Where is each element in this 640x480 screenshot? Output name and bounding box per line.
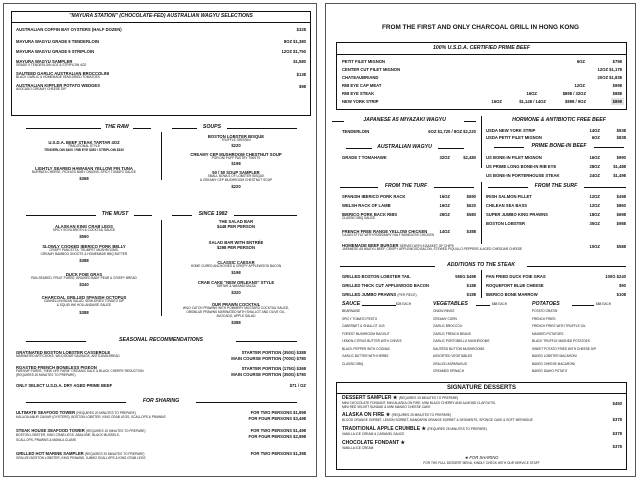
menu-item-name: DUCK FOIE GRAS — [65, 272, 103, 277]
side-item: CLASSIC BBQ — [342, 361, 364, 366]
menu-item-desc: GRADE 9 TENDERLOIN 4OZ & STRIPLOIN 4OZ — [16, 63, 87, 67]
divider — [434, 187, 474, 188]
section-title-soups: SOUPS — [202, 124, 222, 130]
section-price: $88 EACH — [596, 302, 612, 306]
section-title-seasonal: SEASONAL RECOMMENDATIONS — [119, 337, 203, 343]
divider — [494, 147, 524, 148]
menu-item-name: SAUTEED GARLIC AUSTRALIAN BROCCOLINI — [16, 71, 110, 76]
menu-item-price: $698 — [616, 212, 626, 217]
menu-item-name: SLOWLY COOKED IBERICO PORK BELLY — [42, 244, 126, 249]
menu-item-name: FRENCH FREE RANGE YELLOW CHICKEN — [342, 229, 428, 234]
menu-item-size: 12OZ — [574, 83, 585, 88]
wagyu-title: "MAYURA STATION" (CHOCOLATE-FED) AUSTRALIAN WAGYU SELECTIONS — [69, 13, 253, 19]
menu-item-name: TRADITIONAL APPLE CRUMBLE ★ — [342, 426, 426, 432]
divider — [340, 266, 435, 267]
menu-item-desc: MARINATED ARTICHOKE, WILD BOAR SAUSAGE, ANTICUMA BREAD — [16, 354, 120, 358]
menu-item-name: THE SALAD BAR — [218, 219, 254, 224]
menu-item-note: (REQUIRES 25 MINUTES TO PREPARE) — [391, 413, 452, 417]
menu-item-name: SALAD BAR WITH ENTRÉE — [208, 240, 264, 245]
menu-item-price: $1,580 — [293, 59, 306, 64]
menu-item-price: $388 — [231, 320, 241, 325]
menu-item-name: TENDERLOIN — [342, 129, 370, 134]
menu-item-price: 100G $240 — [605, 274, 626, 279]
menu-item-desc: TRUFFLE GRISSINI — [221, 138, 251, 142]
menu-item-note: (PER PIECE) — [397, 293, 417, 297]
menu-item-desc: BLOOD ORANGE SORBET, LEMON SORBET, MANDARIN ORANGE SORBET & SEGMENTS, SPONGE CAKE & SOFT MERINGUE — [342, 418, 533, 422]
divider — [133, 128, 151, 129]
menu-item-desc: & CREAMY CEP MUSHROOM CHESTNUT SOUP — [199, 178, 273, 182]
menu-item-desc: SCALLOPS, PRAWNS & MANILA CLAMS — [16, 438, 76, 442]
menu-item-price: $588 — [616, 244, 626, 249]
menu-item-name: CRAB CAKE "NEW ORLEANS" STYLE — [197, 280, 275, 285]
menu-item-desc: CLASSIC BBQ SAUCE — [342, 216, 376, 220]
menu-item-name: SPANISH IBERICO PORK RACK — [342, 194, 406, 199]
menu-item-desc: MINI RED VELVET SUNDAE & MINI MANGO CHEESE CAKE — [342, 405, 431, 409]
divider — [134, 215, 152, 216]
menu-item-price: $340 — [79, 282, 89, 287]
menu-item-name: IBERICO PORK BACK RIBS — [342, 212, 398, 217]
menu-item-price: $368 — [79, 176, 89, 181]
menu-item-size: 14OZ — [589, 128, 600, 133]
menu-item-size: 28OZ — [589, 164, 600, 169]
menu-item-price: $138 — [296, 72, 306, 77]
divider — [340, 187, 378, 188]
menu-item-name: USDA NEW YORK STRIP — [486, 128, 536, 133]
highlight — [611, 98, 624, 105]
menu-item-price: $90 — [619, 283, 626, 288]
menu-item-price: 20OZ $1,838 — [597, 75, 622, 80]
menu-item-price: $71 / OZ — [289, 383, 306, 388]
section-title-vegetables: VEGETABLES — [433, 301, 468, 307]
menu-item-price: $580 — [466, 212, 476, 217]
menu-item-price: 12OZ $1,178 — [597, 67, 622, 72]
menu-item-price: $320 — [231, 290, 241, 295]
menu-item-desc: PAN-SEARED, FRUIT PUREE, BRAISED BABY PEAR & CRISPY BREAD — [31, 276, 137, 280]
side-item: SPICY TOMATO PESTO — [342, 316, 378, 321]
divider — [26, 128, 101, 129]
side-item: FRENCH FRIES WITH TRUFFLE OIL — [532, 324, 586, 328]
menu-item-size: 28OZ — [439, 212, 450, 217]
divider — [332, 121, 344, 122]
menu-item-name: GRILLED BOSTON LOBSTER TAIL — [342, 274, 411, 279]
menu-item-desc: BOSTON LOBSTER, KING CRAB LEGS, ABALONE, BLACK MUSSELS, — [16, 433, 120, 437]
section-title-since: SINCE 1982 — [198, 211, 228, 217]
side-item: BEARNAISE — [342, 309, 361, 313]
menu-item-price: FOR TWO PERSONS $1,998 — [250, 410, 306, 415]
menu-item-desc: BLACK GARLIC & HOMEMADE SEMI-DRIED TOMATOES — [16, 75, 100, 79]
menu-item-name: OUR PRAWN COCKTAIL — [211, 302, 261, 307]
menu-item-name: ROQUEFORT BLUE CHEESE — [486, 283, 544, 288]
divider — [594, 147, 624, 148]
menu-item-desc: CAJUN STYLE WITH ROSEMARY HALF BONELESS CHICKEN — [342, 233, 434, 237]
section-title-desserts: SIGNATURE DESSERTS — [447, 385, 516, 391]
menu-item-size: 18OZ — [589, 212, 600, 217]
menu-item-name: CENTER CUT FILET MIGNON — [342, 67, 401, 72]
divider — [236, 341, 297, 342]
divider — [161, 132, 162, 180]
divider — [527, 266, 626, 267]
section-title-sauce: SAUCE — [342, 301, 361, 307]
menu-item-note: (REQUIRES 20 MINUTES TO PREPARE) — [84, 452, 145, 456]
menu-item-name: BOSTON LOBSTER — [486, 221, 526, 226]
menu-item-note: (REQUIRES 25 MINUTES TO PREPARE) — [427, 427, 487, 431]
menu-item-desc: CANNELLINI BEAN SALAD, SEMI-DRIED TOMATO DIP — [43, 299, 125, 303]
divider — [584, 187, 626, 188]
menu-item-name: ALASKAN KING CRAB LEGS — [55, 224, 113, 229]
menu-item-name: CLASSIC CAESAR — [217, 260, 255, 265]
menu-item-price: $388 — [79, 258, 89, 263]
menu-item-name: WELSH RACK OF LAMB — [342, 203, 391, 208]
menu-item-price: $388 — [79, 310, 89, 315]
menu-item-name: PAN FRIED DUCK FOIE GRAS — [486, 274, 546, 279]
menu-item-price: FOR TWO PERSONS $1,498 — [250, 428, 306, 433]
menu-item-desc: SMALL BOWLS OF LOBSTER BISQUE — [207, 174, 265, 178]
menu-item-desc: PARSNIP PUREE, "NEW LIFE FARM" ORGANIC KALE & BLACK CHERRY REDUCTION — [16, 369, 144, 373]
side-item: GARLIC FRENCH BEANS — [433, 331, 471, 336]
menu-item-desc: VANILLA ICE CREAM & CARAMEL SAUCE — [342, 432, 405, 436]
menu-item-name: GRILLED THICK CUT APPLEWOOD BACON — [342, 283, 430, 288]
menu-item — [342, 292, 417, 298]
divider — [196, 402, 297, 403]
menu-item-price: STARTER PORTION (175G) $368 — [241, 366, 306, 371]
menu-item-desc: AVOCADO, APPLE SALAD — [216, 314, 256, 318]
menu-item-size: 35OZ — [589, 221, 600, 226]
menu-item-name: ONLY SELECT U.S.D.A. DRY AGED PRIME BEEF — [16, 383, 113, 388]
menu-item-desc: SPICY SOYA BROTH & COCKTAIL SAUCE — [52, 228, 116, 232]
menu-item-price: $378 — [612, 431, 622, 436]
menu-item-name: ALASKA ON FIRE ★ — [342, 412, 391, 418]
section-title-prime: 100% U.S.D.A. CERTIFIED PRIME BEEF — [432, 45, 531, 51]
divider — [172, 215, 192, 216]
menu-item-size: 6OZ — [576, 59, 585, 64]
side-item: FOREST MUSHROOM RAGOUT — [342, 331, 390, 336]
menu-item-price: 6OZ $1,720 / 8OZ $2,220 — [428, 129, 476, 134]
menu-item-desc: CREAMY BAMBOO SHOOTS & HOMEMADE BBQ BUTTER — [40, 252, 128, 256]
menu-item-name: 50 / 50 SOUP SAMPLER — [212, 170, 260, 175]
menu-item-name: LIGHTLY SEARED HAWAIIAN YELLOW FIN TUNA — [35, 166, 133, 171]
menu-item-size: 16OZ — [589, 155, 600, 160]
menu-item-name: MAYURA WAGYU GRADE 9 STRIPLOIN — [16, 49, 95, 54]
menu-item-price: $98 — [299, 84, 306, 89]
divider — [481, 270, 482, 298]
menu-page-right — [325, 3, 636, 477]
menu-item-price: $198 — [231, 161, 241, 166]
menu-item-price: $898 — [612, 99, 622, 104]
menu-item-price: $450 — [612, 401, 622, 406]
menu-item-name: US BONE-IN PORTERHOUSE STEAK — [486, 173, 560, 178]
menu-item-price: $220 — [231, 184, 241, 189]
menu-item-name: MAYURA WAGYU GRADE 9 TENDERLOIN — [16, 39, 99, 44]
side-item: FRENCH FRIES — [532, 316, 556, 321]
menu-item-note: (REQUIRES 25 MINUTES TO PREPARE) — [398, 396, 459, 400]
divider — [488, 187, 528, 188]
menu-item-name: CHILEAN SEA BASS — [486, 203, 528, 208]
menu-item-name: GRADE 7 TOMAHAWK — [342, 155, 387, 160]
menu-item-price: $988 — [616, 221, 626, 226]
menu-item-desc: CRISPY PANCETTA, TRUMPET MUSHROOMS, — [49, 248, 119, 252]
menu-item-desc: BURRATA CHEESE, PICKLED BABY ONIONS, SPICY TOMATO SAUCE — [31, 170, 137, 174]
side-item: BAKED IDAHO POTATO — [532, 369, 568, 373]
menu-item-name: CREAMY CEP MUSHROOM CHESTNUT SOUP — [190, 152, 282, 157]
menu-item-desc: HOME CURED ANCHOVIES & CRISPY APPLEWOOD BACON — [190, 264, 282, 268]
menu-item-name: GRILLED JUMBO PRAWNS — [342, 292, 397, 297]
menu-item-desc: GRILLED BOSTON LOBSTER, KING PRAWNS, JUMBO SCALLOPS & KING CRAB LEGS — [16, 456, 146, 460]
dessert-footer: FOR THE FULL DESSERT MENU, KINDLY CHECK WITH OUR SERVICE STAFF — [423, 461, 540, 465]
menu-item-size: 16OZ — [526, 91, 537, 96]
menu-item-price: $620 — [466, 203, 476, 208]
section-title-sharing: FOR SHARING — [142, 398, 180, 404]
side-item: BAKED LOBSTER MACARONI — [532, 354, 577, 358]
side-item: BLACK TRUFFLE MASHED POTATOES — [532, 339, 590, 343]
menu-item-price: TENDERLOIN $400 / RIB EYE $350 / STRIPLOIN $330 — [44, 148, 124, 152]
menu-item-price: $860 — [616, 203, 626, 208]
menu-item-size: 24OZ — [589, 173, 600, 178]
menu-item-name: CHATEAUBRIAND — [342, 75, 379, 80]
menu-item-name: MAYURA WAGYU SAMPLER — [16, 59, 73, 64]
menu-item-price: 12OZ $1,750 — [281, 49, 306, 54]
menu-item-name: ULTIMATE SEAFOOD TOWER — [16, 410, 76, 415]
menu-item-price: MAIN COURSE PORTION (350G) $780 — [231, 372, 306, 377]
menu-item-price: FOR FOUR PERSONS $2,998 — [248, 434, 306, 439]
menu-item-price: $888 — [612, 91, 622, 96]
divider — [336, 393, 627, 394]
menu-item-note: (REQUIRES 20 MINUTES TO PREPARE) — [76, 411, 136, 415]
section-title-surf: FROM THE SURF — [534, 183, 578, 189]
menu-item-price: $498 — [616, 194, 626, 199]
side-item: BAKED CHEESE MACARONI — [532, 361, 575, 366]
menu-item-name: RIB EYE CAP MEAT — [342, 83, 382, 88]
section-title-must: THE MUST — [101, 211, 129, 217]
divider — [336, 54, 627, 55]
side-item: SAUTÉED BUTTON MUSHROOMS — [433, 346, 485, 351]
divider — [26, 402, 126, 403]
section-title-hormone: HORMONE & ANTIBIOTIC FREE BEEF — [512, 117, 606, 123]
menu-item-price: $448 PER PERSON — [217, 224, 255, 229]
menu-item-price: $298 PER PERSON — [217, 245, 255, 250]
menu-item-size: 14OZ — [439, 229, 450, 234]
menu-item-price: MAIN COURSE PORTION (700G) $780 — [231, 356, 306, 361]
menu-item-name: GRATINATED BOSTON LOBSTER CASSEROLE — [16, 350, 111, 355]
menu-item-price: FOR FOUR PERSONS $3,498 — [248, 416, 306, 421]
side-item: POTATO GRATIN — [532, 309, 558, 313]
section-title-miyazaki: JAPANESE A5 MIYAZAKI WAGYU — [363, 117, 446, 123]
menu-item-desc: JAPANESE A5 WAGYU BEEF, CRISPY APPLEWOOD BACON, STEWED PIQUILLO PEPPERS & AGED CHEDDAR CHEESE — [342, 247, 523, 251]
menu-item-price: $198 — [466, 292, 476, 297]
menu-item-price: FOR TWO PERSONS $1,398 — [250, 451, 306, 456]
menu-item-price: $198 — [231, 270, 241, 275]
menu-item-name: ROASTED FRENCH BONELESS PIGEON — [16, 365, 97, 370]
side-item: BLACK PEPPER WITH COGNAC — [342, 346, 391, 351]
menu-item-name: DESSERT SAMPLER ★ — [342, 395, 398, 401]
menu-page-left — [3, 3, 317, 477]
divider — [572, 305, 594, 306]
side-item: GRILLED ASPARAGUS — [433, 361, 467, 366]
divider — [11, 22, 311, 23]
menu-item-desc: TRADITIONAL STYLE — [68, 144, 100, 148]
side-item: ASSORTED VEGETABLES — [433, 354, 473, 358]
menu-item-price: $838 — [616, 135, 626, 140]
menu-item-price: $590 — [79, 234, 89, 239]
divider — [346, 148, 372, 149]
menu-item-size: 6OZ — [591, 135, 600, 140]
section-title-raw: THE RAW — [105, 124, 129, 130]
menu-item-price: $798 — [612, 59, 622, 64]
section-price: $28 EACH — [396, 302, 412, 306]
menu-item-desc: AVOCADO CREAMY CHEESE DIP — [16, 87, 67, 91]
menu-item-name: U.S.D.A. BEEF STEAK TARTAR 4OZ — [48, 140, 120, 145]
menu-item-desc: & SQUID INK HOLLANDAISE SAUCE — [56, 303, 112, 307]
menu-item-desc: OBSIBLUE PRAWNS MARINATED WITH SHALLOT AND OLIVE OIL, — [186, 310, 286, 314]
menu-item-name: IRISH SALMON FILLET — [486, 194, 532, 199]
menu-item-note: SERVED WITH A BASKET OF CHIPS — [399, 244, 454, 248]
divider — [438, 148, 464, 149]
side-item: CREAMED SPINACH — [433, 369, 464, 373]
menu-item-name: NEW YORK STRIP — [342, 99, 379, 104]
divider — [476, 305, 490, 306]
divider — [464, 121, 476, 122]
menu-item-size: 12OZ — [589, 194, 600, 199]
menu-item-price: 550G $498 — [455, 274, 476, 279]
divider — [481, 116, 482, 168]
page-header: FROM THE FIRST AND ONLY CHARCOAL GRILL IN HONG KONG — [382, 24, 579, 31]
menu-item-price: $1,148 / 14OZ — [519, 99, 546, 104]
divider — [172, 128, 197, 129]
menu-item-desc: KALUGA AMUR CAVIAR (OYSTERS), BOSTON LOBSTER, KING CRAB LEGS, SCALLOPS & PRAWNS — [16, 415, 166, 419]
menu-item-price: $898 / 9OZ — [565, 99, 586, 104]
menu-item-desc: TARTAR & WASABI SALSA — [216, 284, 256, 288]
menu-item-price: $220 — [231, 143, 241, 148]
menu-item-price: $188 — [466, 283, 476, 288]
menu-item-price: $378 — [612, 444, 622, 449]
sharing-note: ★ FOR SHARING — [464, 455, 499, 460]
menu-item-price: $1,498 — [613, 173, 626, 178]
side-item: CABERNET & SHALLOT JUS — [342, 324, 385, 328]
menu-item-price: $898 / 32OZ — [562, 91, 586, 96]
menu-item-size: 10OZ — [589, 244, 600, 249]
section-title-potatoes: POTATOES — [532, 301, 560, 307]
menu-item-desc: PORCINI PUFF PASTRY TWISTS — [211, 156, 261, 160]
menu-item-desc: VANILLA ICE CREAM — [342, 446, 374, 450]
side-item: MASHED POTATOES — [532, 331, 564, 336]
side-item: CREAMY CORN — [433, 316, 457, 321]
side-item: GARLIC BROCCOLI — [433, 324, 463, 328]
menu-item-price: $108 — [616, 292, 626, 297]
side-item: ONION RINGS — [433, 309, 455, 313]
menu-item-desc: (REQUIRES 20 MINUTES TO PREPARE) — [16, 373, 76, 377]
menu-item-name: US PRIME LONG BONE-IN RIB EYE — [486, 164, 557, 169]
menu-item-name: BOSTON LOBSTER BISQUE — [207, 134, 265, 139]
side-item: GARLIC BUTTER WITH HERBS — [342, 354, 389, 358]
menu-item-price: 8OZ $1,380 — [283, 39, 306, 44]
divider — [161, 220, 162, 316]
menu-item-price: $388 — [466, 229, 476, 234]
section-title-aus-wagyu: AUSTRALIAN WAGYU — [377, 144, 432, 150]
menu-item-name: SUPER JUMBO KING PRAWNS — [486, 212, 548, 217]
side-item: GARLIC PORTOBELLO MUSHROOMS — [433, 339, 490, 343]
menu-item-name: HOMEMADE BEEF BURGER — [342, 243, 399, 248]
section-title-bone-in: PRIME BONE-IN BEEF — [531, 143, 587, 149]
menu-item-name: CHARCOAL GRILLED SPANISH OCTOPUS — [41, 295, 127, 300]
menu-item-price: $998 — [612, 83, 622, 88]
menu-item-price: $690 — [466, 194, 476, 199]
side-item: LEMON-CITRUS BUTTER WITH CHIVES — [342, 339, 402, 343]
menu-item-desc: WILD CATCH PRAWNS WITH POMMERY MUSTARD COCKTAIL SAUCE, — [182, 306, 290, 310]
menu-item-note: (REQUIRES 20 MINUTES TO PREPARE) — [85, 429, 146, 433]
divider — [227, 128, 297, 129]
divider — [234, 215, 297, 216]
section-title-turf: FROM THE TURF — [384, 183, 428, 189]
menu-item-price: $990 — [616, 155, 626, 160]
section-price: $88 EACH — [492, 302, 508, 306]
divider — [362, 305, 396, 306]
menu-item-desc: MINI CHOCOLATE FONDANT, MINI ALASKA ON FIRE, MINI BLACK CHERRY AND ALMOND CLAFOUTIS, — [342, 401, 496, 405]
divider — [26, 341, 86, 342]
menu-item-name: GRILLED HOT MARINE SAMPLER — [16, 451, 84, 456]
menu-item-name: USDA PETIT FILET MIGNON — [486, 135, 542, 140]
section-title-additions: ADDITIONS TO THE STEAK — [447, 262, 515, 268]
menu-item-price: STARTER PORTION (350G) $388 — [241, 350, 306, 355]
menu-item-size: 16OZ — [439, 203, 450, 208]
menu-item-name: IBERICO BONE MARROW — [486, 292, 538, 297]
menu-item-price: $328 — [296, 27, 306, 32]
menu-item-size: 12OZ — [589, 203, 600, 208]
divider — [481, 182, 482, 244]
menu-item-name: US BONE-IN FILET MIGNON — [486, 155, 542, 160]
menu-item-name: CHOCOLATE FONDANT ★ — [342, 440, 405, 446]
menu-item-size: 32OZ — [439, 155, 450, 160]
menu-item-name: AUSTRALIAN KIPFLER POTATO WEDGES — [16, 83, 100, 88]
menu-item-size: 16OZ — [491, 99, 502, 104]
menu-item-name: RIB EYE STEAK — [342, 91, 375, 96]
menu-item-name: PETIT FILET MIGNON — [342, 59, 386, 64]
menu-item-price: $938 — [616, 128, 626, 133]
menu-item-name: STEAK HOUSE SEAFOOD TOWER — [16, 428, 85, 433]
menu-item-name: AUSTRALIAN COFFIN BAY OYSTERS (HALF DOZEN) — [16, 27, 122, 32]
side-item: SWEET POTATO FRIES WITH CHEESE DIP — [532, 346, 597, 351]
menu-item-price: $1,488 — [613, 164, 626, 169]
menu-item-price: $378 — [612, 417, 622, 422]
divider — [26, 215, 96, 216]
menu-item-size: 16OZ — [439, 194, 450, 199]
menu-item-price: $2,480 — [463, 155, 476, 160]
